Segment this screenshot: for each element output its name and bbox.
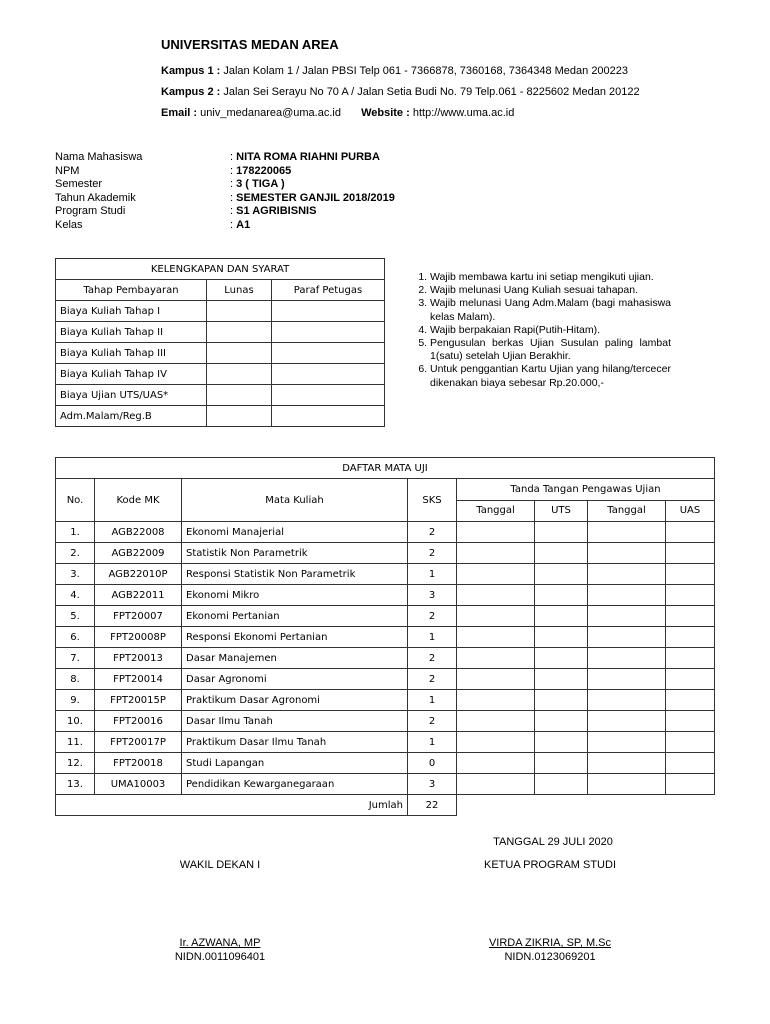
- jumlah-row: [56, 795, 715, 816]
- row-sks: 2: [408, 606, 457, 627]
- row-tanggal-uts: [457, 669, 535, 690]
- row-kode: AGB22010P: [95, 564, 182, 585]
- row-sks: 1: [408, 690, 457, 711]
- table-row: [56, 690, 715, 711]
- left-signer-name: Ir. AZWANA, MP: [179, 937, 261, 949]
- row-no: 9.: [56, 690, 95, 711]
- student-value: 3 ( TIGA ): [236, 178, 285, 191]
- row-tanggal-uas: [588, 732, 666, 753]
- student-row: Semester : 3 ( TIGA ): [55, 178, 285, 191]
- lunas-cell: [207, 364, 272, 385]
- student-info: [55, 151, 395, 233]
- kelengkapan-table: [55, 258, 385, 427]
- table-row: [56, 711, 715, 732]
- row-uas: [666, 543, 715, 564]
- student-row: Nama Mahasiswa : NITA ROMA RIAHNI PURBA: [55, 151, 380, 163]
- lunas-cell: [207, 301, 272, 322]
- tahap-label: Biaya Kuliah Tahap I: [56, 301, 207, 322]
- row-kode: FPT20007: [95, 606, 182, 627]
- row-kode: AGB22011: [95, 585, 182, 606]
- kampus2-address: Jalan Sei Serayu No 70 A / Jalan Setia Budi No. 79 Telp.061 - 8225602 Medan 20122: [223, 86, 640, 98]
- row-tanggal-uas: [588, 648, 666, 669]
- row-uas: [666, 627, 715, 648]
- row-tanggal-uas: [588, 774, 666, 795]
- row-no: 7.: [56, 648, 95, 669]
- row-sks: 3: [408, 585, 457, 606]
- row-uts: [535, 669, 588, 690]
- row-uts: [535, 711, 588, 732]
- kampus1-label: Kampus 1 :: [161, 65, 221, 77]
- student-row: NPM : 178220065: [55, 164, 292, 177]
- row-tanggal-uts: [457, 627, 535, 648]
- col-tahap: Tahap Pembayaran: [56, 280, 207, 301]
- row-no: 3.: [56, 564, 95, 585]
- kelengkapan-row: [56, 406, 385, 427]
- row-uas: [666, 606, 715, 627]
- table-row: [56, 606, 715, 627]
- row-tanggal-uas: [588, 522, 666, 543]
- row-tanggal-uts: [457, 753, 535, 774]
- student-value: NITA ROMA RIAHNI PURBA: [236, 151, 380, 163]
- row-kode: AGB22008: [95, 522, 182, 543]
- kampus1-address: Jalan Kolam 1 / Jalan PBSI Telp 061 - 7366878, 7360168, 7364348 Medan 200223: [223, 65, 629, 77]
- table-row: [56, 585, 715, 606]
- student-label: NPM: [55, 164, 80, 177]
- row-sks: 1: [408, 732, 457, 753]
- student-label: Nama Mahasiswa: [55, 151, 143, 163]
- right-signer-name: VIRDA ZIKRIA, SP, M.Sc: [488, 937, 612, 949]
- contact-line: [161, 107, 514, 119]
- lunas-cell: [207, 343, 272, 364]
- mata-uji-table: [55, 457, 715, 816]
- kelengkapan-row: [56, 385, 385, 406]
- row-tanggal-uas: [588, 753, 666, 774]
- row-mata-kuliah: Statistik Non Parametrik: [182, 543, 408, 564]
- email-value: univ_medanarea@uma.ac.id: [200, 107, 341, 119]
- right-signer-nidn: NIDN.0123069201: [504, 951, 596, 963]
- row-uts: [535, 564, 588, 585]
- row-mata-kuliah: Ekonomi Pertanian: [182, 606, 408, 627]
- kampus1-line: [161, 65, 628, 77]
- row-no: 11.: [56, 732, 95, 753]
- paraf-cell: [272, 385, 385, 406]
- row-uts: [535, 690, 588, 711]
- row-tanggal-uas: [588, 711, 666, 732]
- row-no: 10.: [56, 711, 95, 732]
- row-tanggal-uas: [588, 543, 666, 564]
- row-tanggal-uts: [457, 711, 535, 732]
- row-kode: FPT20013: [95, 648, 182, 669]
- student-label: Tahun Akademik: [55, 191, 136, 204]
- rule-item: 4. Wajib berpakaian Rapi(Putih-Hitam).: [430, 324, 671, 337]
- row-sks: 1: [408, 627, 457, 648]
- kelengkapan-row: [56, 301, 385, 322]
- row-tanggal-uts: [457, 522, 535, 543]
- jumlah-label: Jumlah: [56, 795, 408, 816]
- row-tanggal-uas: [588, 669, 666, 690]
- row-uas: [666, 585, 715, 606]
- row-mata-kuliah: Praktikum Dasar Ilmu Tanah: [182, 732, 408, 753]
- row-kode: FPT20015P: [95, 690, 182, 711]
- tahap-label: Biaya Kuliah Tahap III: [56, 343, 207, 364]
- row-kode: FPT20018: [95, 753, 182, 774]
- row-kode: FPT20008P: [95, 627, 182, 648]
- kampus2-line: [161, 86, 640, 98]
- paraf-cell: [272, 301, 385, 322]
- row-uas: [666, 564, 715, 585]
- row-sks: 1: [408, 564, 457, 585]
- student-row: Program Studi : S1 AGRIBISNIS: [55, 205, 317, 218]
- row-sks: 2: [408, 543, 457, 564]
- university-title: UNIVERSITAS MEDAN AREA: [161, 37, 339, 52]
- paraf-cell: [272, 364, 385, 385]
- row-mata-kuliah: Responsi Ekonomi Pertanian: [182, 627, 408, 648]
- left-signer-nidn: NIDN.0011096401: [174, 951, 266, 963]
- col-kode: Kode MK: [95, 479, 182, 522]
- row-uts: [535, 627, 588, 648]
- row-no: 6.: [56, 627, 95, 648]
- col-lunas: Lunas: [207, 280, 272, 301]
- row-uts: [535, 543, 588, 564]
- row-uts: [535, 774, 588, 795]
- kelengkapan-row: [56, 364, 385, 385]
- row-tanggal-uas: [588, 627, 666, 648]
- table-row: [56, 774, 715, 795]
- student-value: A1: [236, 218, 251, 231]
- table-row: [56, 543, 715, 564]
- table-row: [56, 669, 715, 690]
- student-label: Semester: [55, 178, 103, 191]
- row-kode: AGB22009: [95, 543, 182, 564]
- row-kode: FPT20016: [95, 711, 182, 732]
- col-paraf: Paraf Petugas: [272, 280, 385, 301]
- table-row: [56, 627, 715, 648]
- row-no: 2.: [56, 543, 95, 564]
- col-uts: UTS: [535, 500, 588, 522]
- student-value: 178220065: [236, 164, 292, 177]
- col-ttd: Tanda Tangan Pengawas Ujian: [457, 479, 715, 501]
- row-tanggal-uts: [457, 690, 535, 711]
- row-uas: [666, 690, 715, 711]
- kelengkapan-row: [56, 322, 385, 343]
- row-uts: [535, 753, 588, 774]
- row-kode: FPT20017P: [95, 732, 182, 753]
- row-tanggal-uts: [457, 564, 535, 585]
- paraf-cell: [272, 322, 385, 343]
- student-label: Kelas: [55, 218, 83, 231]
- row-uas: [666, 732, 715, 753]
- rule-item: 2. Wajib melunasi Uang Kuliah sesuai tahapan.: [430, 284, 671, 297]
- row-sks: 0: [408, 753, 457, 774]
- tahap-label: Biaya Ujian UTS/UAS*: [56, 385, 207, 406]
- table-row: [56, 753, 715, 774]
- tahap-label: Biaya Kuliah Tahap IV: [56, 364, 207, 385]
- right-signer-title: KETUA PROGRAM STUDI: [483, 859, 617, 871]
- row-uts: [535, 606, 588, 627]
- row-uas: [666, 648, 715, 669]
- rule-item: 3. Wajib melunasi Uang Adm.Malam (bagi mahasiswa kelas Malam).: [430, 297, 671, 323]
- row-kode: UMA10003: [95, 774, 182, 795]
- jumlah-value: 22: [408, 795, 457, 816]
- row-mata-kuliah: Ekonomi Mikro: [182, 585, 408, 606]
- paraf-cell: [272, 406, 385, 427]
- student-value: SEMESTER GANJIL 2018/2019: [236, 191, 395, 204]
- kelengkapan-row: [56, 343, 385, 364]
- row-no: 5.: [56, 606, 95, 627]
- row-tanggal-uts: [457, 774, 535, 795]
- row-tanggal-uts: [457, 543, 535, 564]
- row-tanggal-uts: [457, 732, 535, 753]
- row-no: 13.: [56, 774, 95, 795]
- email-label: Email :: [161, 107, 198, 119]
- row-sks: 3: [408, 774, 457, 795]
- row-sks: 2: [408, 648, 457, 669]
- table-row: [56, 648, 715, 669]
- rule-item: 6. Untuk penggantian Kartu Ujian yang hilang/tercecer dikenakan biaya sebesar Rp.20.000,-: [430, 363, 671, 389]
- table-row: [56, 564, 715, 585]
- footer-date: TANGGAL 29 JULI 2020: [493, 836, 613, 848]
- student-label: Program Studi: [55, 205, 126, 218]
- row-mata-kuliah: Ekonomi Manajerial: [182, 522, 408, 543]
- row-uas: [666, 753, 715, 774]
- row-uts: [535, 522, 588, 543]
- col-tanggal-uas: Tanggal: [588, 500, 666, 522]
- paraf-cell: [272, 343, 385, 364]
- row-tanggal-uas: [588, 606, 666, 627]
- row-mata-kuliah: Praktikum Dasar Agronomi: [182, 690, 408, 711]
- row-mata-kuliah: Dasar Manajemen: [182, 648, 408, 669]
- rules-list: [418, 271, 671, 390]
- row-mata-kuliah: Pendidikan Kewarganegaraan: [182, 774, 408, 795]
- row-tanggal-uas: [588, 585, 666, 606]
- row-no: 4.: [56, 585, 95, 606]
- row-no: 1.: [56, 522, 95, 543]
- row-mata-kuliah: Responsi Statistik Non Parametrik: [182, 564, 408, 585]
- row-uts: [535, 585, 588, 606]
- row-mata-kuliah: Studi Lapangan: [182, 753, 408, 774]
- table-row: [56, 732, 715, 753]
- row-tanggal-uas: [588, 564, 666, 585]
- row-tanggal-uts: [457, 585, 535, 606]
- tahap-label: Biaya Kuliah Tahap II: [56, 322, 207, 343]
- row-sks: 2: [408, 669, 457, 690]
- rule-item: 5. Pengusulan berkas Ujian Susulan paling lambat 1(satu) setelah Ujian Berakhir.: [430, 337, 671, 363]
- lunas-cell: [207, 385, 272, 406]
- row-tanggal-uts: [457, 648, 535, 669]
- student-row: Tahun Akademik : SEMESTER GANJIL 2018/2019: [55, 191, 395, 204]
- row-uts: [535, 732, 588, 753]
- col-sks: SKS: [408, 479, 457, 522]
- col-tanggal-uts: Tanggal: [457, 500, 535, 522]
- lunas-cell: [207, 406, 272, 427]
- lunas-cell: [207, 322, 272, 343]
- row-mata-kuliah: Dasar Agronomi: [182, 669, 408, 690]
- col-mk: Mata Kuliah: [182, 479, 408, 522]
- website-label: Website :: [361, 107, 410, 119]
- kelengkapan-title: KELENGKAPAN DAN SYARAT: [56, 259, 385, 280]
- row-uas: [666, 669, 715, 690]
- row-kode: FPT20014: [95, 669, 182, 690]
- row-uas: [666, 522, 715, 543]
- col-uas: UAS: [666, 500, 715, 522]
- row-uts: [535, 648, 588, 669]
- row-tanggal-uts: [457, 606, 535, 627]
- col-no: No.: [56, 479, 95, 522]
- website-value: http://www.uma.ac.id: [412, 107, 515, 119]
- row-mata-kuliah: Dasar Ilmu Tanah: [182, 711, 408, 732]
- row-uas: [666, 711, 715, 732]
- student-value: S1 AGRIBISNIS: [236, 205, 317, 218]
- row-sks: 2: [408, 711, 457, 732]
- row-no: 12.: [56, 753, 95, 774]
- student-row: Kelas : A1: [55, 218, 251, 231]
- row-uas: [666, 774, 715, 795]
- row-no: 8.: [56, 669, 95, 690]
- row-tanggal-uas: [588, 690, 666, 711]
- left-signer-title: WAKIL DEKAN I: [179, 859, 261, 871]
- kampus2-label: Kampus 2 :: [161, 86, 221, 98]
- mata-uji-title: DAFTAR MATA UJI: [56, 458, 715, 479]
- rule-item: 1. Wajib membawa kartu ini setiap mengikuti ujian.: [430, 271, 671, 284]
- row-sks: 2: [408, 522, 457, 543]
- table-row: [56, 522, 715, 543]
- tahap-label: Adm.Malam/Reg.B: [56, 406, 207, 427]
